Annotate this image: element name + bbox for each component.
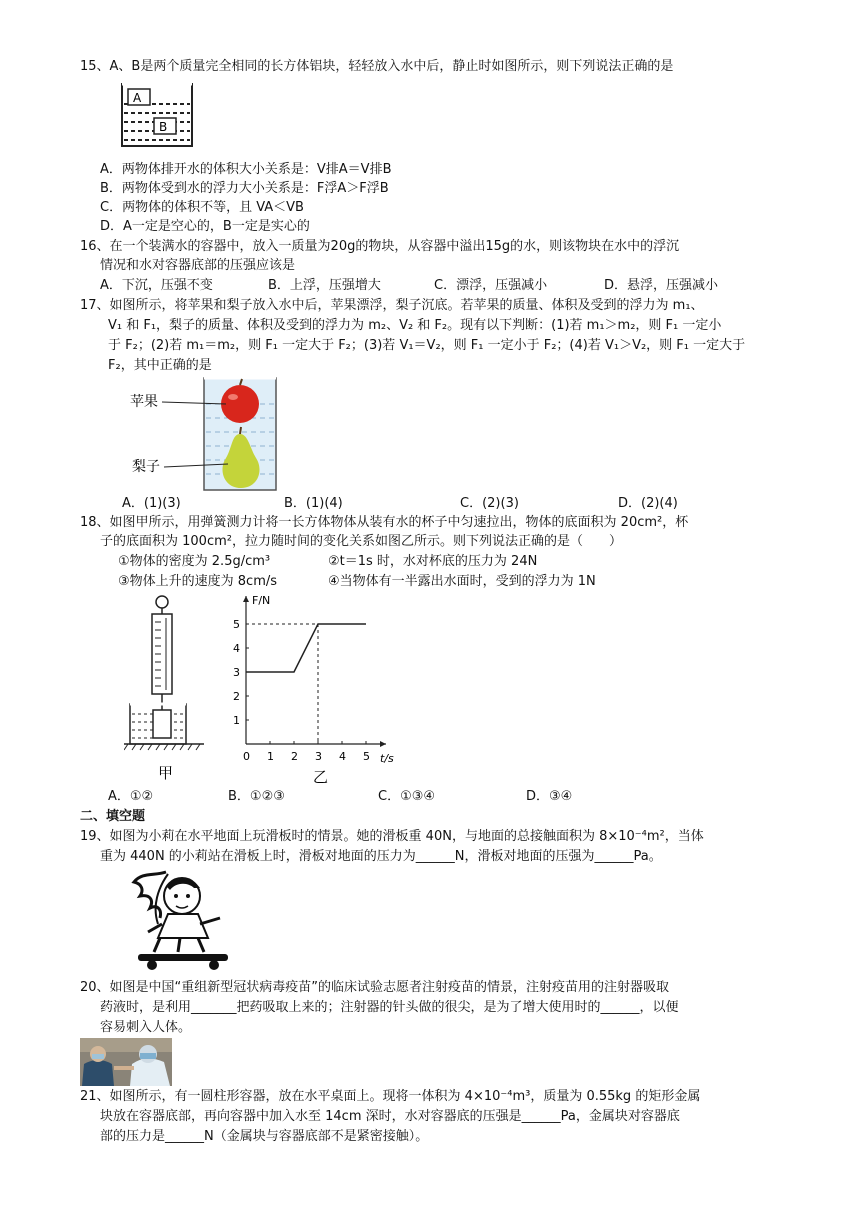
- q18-option-b: B．①②③: [228, 789, 285, 804]
- y-axis-arrow: [243, 596, 249, 602]
- q16-option-c: C．漂浮，压强减小: [434, 278, 548, 293]
- q15-stem: 15、A、B是两个质量完全相同的长方体铝块，轻轻放入水中后，静止时如图所示，则下列说法正确的是: [80, 59, 674, 74]
- pear-label: 梨子: [132, 459, 160, 475]
- q17-option-a: A．(1)(3): [122, 496, 181, 511]
- x-tick-label: 3: [315, 750, 322, 763]
- force-time-chart: [222, 592, 422, 786]
- q16-option-d: D．悬浮，压强减小: [604, 278, 719, 293]
- y-axis-title: F/N: [252, 594, 271, 607]
- y-tick-label: 3: [233, 666, 240, 679]
- section-title: 二、填空题: [80, 809, 146, 824]
- q19-line-2: 重为 440N 的小莉站在滑板上时，滑板对地面的压力为______N，滑板对地面的压强为______Pa。: [100, 849, 662, 864]
- x-axis-title: t/s: [380, 752, 394, 765]
- vaccination-photo: [80, 1038, 172, 1086]
- q20-line-2: 药液时，是利用_______把药吸取上来的；注射器的针头做的很尖，是为了增大使用时的______，以便: [100, 1000, 679, 1015]
- q16-option-b: B．上浮，压强增大: [268, 278, 381, 293]
- x-tick-label: 1: [267, 750, 274, 763]
- q18-statement-3: ③物体上升的速度为 8cm/s: [118, 574, 278, 589]
- q17-option-c: C．(2)(3): [460, 496, 519, 511]
- x-tick-label: 2: [291, 750, 298, 763]
- q17-line-3: 于 F₂；(2)若 m₁＝m₂，则 F₁ 一定大于 F₂；(3)若 V₁＝V₂，则 F₁ 一定小于 F₂；(4)若 V₁＞V₂，则 F₁ 一定大于: [108, 338, 746, 353]
- block-b-label: B: [159, 120, 168, 134]
- q17-line-2: V₁ 和 F₁，梨子的质量、体积及受到的浮力为 m₂、V₂ 和 F₂。现有以下判断：(1)若 m₁＞m₂，则 F₁ 一定小: [108, 318, 722, 333]
- x-axis-arrow: [380, 741, 386, 747]
- skateboard: [138, 954, 228, 961]
- q15-figure: [116, 80, 198, 150]
- q18-option-d: D．③④: [526, 789, 573, 804]
- spring-scale-figure: [124, 592, 210, 784]
- q15-option-a: A．两物体排开水的体积大小关系是：V排A＝V排B: [100, 162, 392, 177]
- q18-statement-4: ④当物体有一半露出水面时，受到的浮力为 1N: [328, 574, 596, 589]
- y-tick-label: 4: [233, 642, 240, 655]
- x-tick-label: 0: [243, 750, 250, 763]
- q19-line-1: 19、如图为小莉在水平地面上玩滑板时的情景。她的滑板重 40N，与地面的总接触面积为 8×10⁻⁴m²，当体: [80, 829, 704, 844]
- q18-option-c: C．①③④: [378, 789, 436, 804]
- apple-icon: [221, 385, 259, 423]
- q21-line-1: 21、如图所示，有一圆柱形容器，放在水平桌面上。现将一体积为 4×10⁻⁴m³，质量为 0.55kg 的矩形金属: [80, 1089, 701, 1104]
- q18-line-2: 子的底面积为 100cm²，拉力随时间的变化关系如图乙所示。则下列说法正确的是（ ）: [100, 534, 622, 549]
- q20-line-3: 容易刺入人体。: [100, 1020, 192, 1035]
- y-tick-label: 2: [233, 690, 240, 703]
- q17-option-b: B．(1)(4): [284, 496, 343, 511]
- apple-label: 苹果: [130, 394, 158, 410]
- skateboard-girl-image: [128, 866, 238, 972]
- y-tick-label: 5: [233, 618, 240, 631]
- q17-figure: [128, 374, 288, 494]
- series-line: [246, 624, 366, 672]
- fig-label-yi: 乙: [313, 768, 329, 786]
- block: [153, 710, 171, 738]
- block-a-label: A: [133, 91, 142, 105]
- q16-line-2: 情况和水对容器底部的压强应该是: [100, 258, 296, 273]
- x-tick-label: 4: [339, 750, 346, 763]
- q18-option-a: A．①②: [108, 789, 154, 804]
- q15-option-b: B．两物体受到水的浮力大小关系是：F浮A＞F浮B: [100, 181, 389, 196]
- x-tick-label: 5: [363, 750, 370, 763]
- q16-option-a: A．下沉，压强不变: [100, 278, 213, 293]
- y-tick-label: 1: [233, 714, 240, 727]
- q18-statement-2: ②t＝1s 时，水对杯底的压力为 24N: [328, 554, 538, 569]
- fig-label-jia: 甲: [158, 764, 174, 782]
- q17-line-4: F₂，其中正确的是: [108, 358, 212, 373]
- q18-line-1: 18、如图甲所示，用弹簧测力计将一长方体物体从装有水的杯子中匀速拉出，物体的底面积为 20cm²，杯: [80, 515, 689, 530]
- q21-line-2: 块放在容器底部，再向容器中加入水至 14cm 深时，水对容器底的压强是______Pa，金属块对容器底: [100, 1109, 680, 1124]
- q21-line-3: 部的压力是______N（金属块与容器底部不是紧密接触）。: [100, 1129, 429, 1144]
- q17-option-d: D．(2)(4): [618, 496, 678, 511]
- q18-statement-1: ①物体的密度为 2.5g/cm³: [118, 554, 271, 569]
- q15-option-c: C．两物体的体积不等，且 VA＜VB: [100, 200, 304, 215]
- q16-line-1: 16、在一个装满水的容器中，放入一质量为20g的物块，从容器中溢出15g的水，则该物块在水中的浮沉: [80, 239, 680, 254]
- q17-line-1: 17、如图所示，将苹果和梨子放入水中后，苹果漂浮，梨子沉底。若苹果的质量、体积及受到的浮力为 m₁、: [80, 298, 704, 313]
- q15-option-d: D．A一定是空心的，B一定是实心的: [100, 219, 310, 234]
- q20-line-1: 20、如图是中国“重组新型冠状病毒疫苗”的临床试验志愿者注射疫苗的情景，注射疫苗用的注射器吸取: [80, 980, 670, 995]
